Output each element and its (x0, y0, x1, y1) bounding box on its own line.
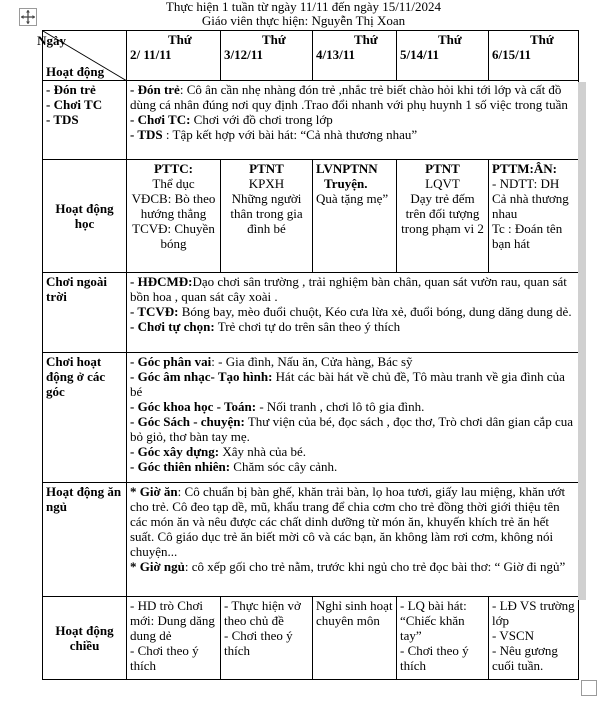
meals-row-content (127, 483, 579, 597)
day-date: 6/15/11 (492, 47, 532, 62)
day-name: Thứ (168, 32, 192, 47)
weekly-plan-table (37, 30, 579, 680)
corner-label: - Góc thiên nhiên: (130, 459, 231, 474)
afternoon-line: - LĐ VS trường lớp (492, 598, 575, 628)
lesson-line: Tc : Đoán tên bạn hát (492, 221, 563, 251)
lesson-title: PTNT (425, 161, 460, 176)
day-name: Thứ (354, 32, 378, 47)
afternoon-line: - VSCN (492, 628, 535, 643)
welcome-row-content (127, 81, 579, 160)
row-head-line: - Đón trẻ (46, 82, 96, 97)
corner-text: - Nối tranh , chơi lô tô gia đình. (256, 399, 425, 414)
outdoor-row-content (127, 273, 579, 353)
learning-cell-thursday (397, 160, 489, 273)
lesson-title: PTNT (249, 161, 284, 176)
lesson-line: VĐCB: Bò theo hướng thẳng (131, 191, 216, 221)
lesson-line: Thể dục (152, 176, 195, 191)
day-header-wednesday (313, 31, 397, 81)
afternoon-line: - Chơi theo ý thích (130, 643, 199, 673)
corner-label: - Góc phân vai (130, 354, 212, 369)
lesson-line: LQVT (425, 176, 460, 191)
learning-cell-monday (127, 160, 221, 273)
day-header-row (43, 31, 579, 81)
afternoon-line: - LQ bài hát: “Chiếc khăn tay” (400, 598, 467, 643)
corner-cell (37, 31, 127, 81)
day-date: 5/14/11 (400, 47, 440, 62)
tds-text: : Tập kết hợp với bài hát: “Cả nhà thương nhau” (162, 127, 418, 142)
day-date: 4/13/11 (316, 47, 356, 62)
day-name: Thứ (530, 32, 554, 47)
tcvd-text: Bóng bay, mèo đuổi chuột, Kéo cưa lừa xẻ, đuổi bóng, dung dăng dung dẻ. (178, 304, 572, 319)
corner-text: : - Gia đình, Nấu ăn, Cửa hàng, Bác sỹ (211, 354, 413, 369)
don-tre-label: - Đón trẻ (130, 82, 180, 97)
afternoon-row (43, 597, 579, 680)
afternoon-cell-thursday (397, 597, 489, 680)
tcvd-label: - TCVĐ: (130, 304, 179, 319)
vertical-scrollbar[interactable] (578, 82, 586, 600)
gio-ngu-label: * Giờ ngủ (130, 559, 185, 574)
lesson-line: Dạy trẻ đếm trên đối tượng trong phạm vi 2 (401, 191, 484, 236)
gio-an-label: * Giờ ăn (130, 484, 178, 499)
tds-label: - TDS (130, 127, 163, 142)
afternoon-cell-friday (489, 597, 579, 680)
corner-text: Xây nhà của bé. (219, 444, 307, 459)
corner-label: - Góc khoa học - Toán: (130, 399, 257, 414)
choi-tc-text: Chơi với đồ chơi trong lớp (190, 112, 333, 127)
afternoon-line: Nghỉ sinh hoạt chuyên môn (316, 598, 393, 628)
lesson-line: Những người thân trong gia đình bé (230, 191, 303, 236)
learning-row (43, 160, 579, 273)
lesson-line: KPXH (248, 176, 285, 191)
corner-label: - Góc Sách - chuyện: (130, 414, 245, 429)
corners-row-content (127, 353, 579, 483)
welcome-row (43, 81, 579, 160)
afternoon-cell-tuesday (221, 597, 313, 680)
don-tre-text: : Cô ân cần nhẹ nhàng đón trẻ ,nhắc trẻ biết chào hỏi khi tới lớp và cất đồ dùng cá nhân đúng nơi quy định .Trao đổi nhanh với phụ huynh 1 số việc trong tuần (130, 82, 568, 112)
afternoon-line: - Thực hiện vở theo chủ đề (224, 598, 301, 628)
meals-row (43, 483, 579, 597)
corners-row-head: Chơi hoạt động ở các góc (43, 353, 127, 483)
welcome-row-head (43, 81, 127, 160)
teacher-name-heading: Giáo viên thực hiện: Nguyễn Thị Xoan (201, 13, 406, 28)
table-resize-handle[interactable] (581, 680, 597, 696)
afternoon-line: - Chơi theo ý thích (224, 628, 293, 658)
learning-cell-tuesday (221, 160, 313, 273)
corner-label: - Góc xây dựng: (130, 444, 220, 459)
day-header-thursday (397, 31, 489, 81)
lesson-title: LVNPTNN (316, 161, 378, 176)
learning-cell-friday (489, 160, 579, 273)
lesson-line: TCVĐ: Chuyền bóng (132, 221, 215, 251)
day-date: 3/12/11 (224, 47, 264, 62)
meals-row-head: Hoạt động ăn ngủ (43, 483, 127, 597)
outdoor-row-head: Chơi ngoài trời (43, 273, 127, 353)
row-head-line: - Chơi TC (46, 97, 103, 112)
row-head-line: - TDS (46, 112, 79, 127)
hdcmd-text: Dạo chơi sân trường , trải nghiệm bàn chân, quan sát vườn rau, quan sát bồn hoa , quan sát cây xoài . (130, 274, 567, 304)
tu-chon-label: - Chơi tự chọn: (130, 319, 215, 334)
gio-ngu-text: : cô xếp gối cho trẻ nằm, trước khi ngủ cho trẻ đọc bài thơ: “ Giờ đi ngủ” (184, 559, 566, 574)
afternoon-row-head: Hoạt động chiều (43, 597, 127, 680)
day-header-monday (127, 31, 221, 81)
afternoon-line: - Nêu gương cuối tuần. (492, 643, 558, 673)
corner-label: - Góc âm nhạc- Tạo hình: (130, 369, 273, 384)
lesson-line: - NDTT: DH Cả nhà thương nhau (492, 176, 569, 221)
day-header-tuesday (221, 31, 313, 81)
corner-day-label: Ngày (37, 33, 66, 48)
lesson-line: Quà tặng mẹ” (316, 191, 389, 206)
afternoon-cell-monday (127, 597, 221, 680)
plan-period-heading: Thực hiện 1 tuần từ ngày 11/11 đến ngày 15/11/2024 (165, 0, 442, 14)
corner-activity-label: Hoạt động (46, 64, 105, 79)
afternoon-line: - Chơi theo ý thích (400, 643, 469, 673)
lesson-subtitle: Truyện. (324, 176, 368, 191)
corner-text: Chăm sóc cây cảnh. (230, 459, 338, 474)
hdcmd-label: - HĐCMĐ: (130, 274, 193, 289)
outdoor-row (43, 273, 579, 353)
day-header-friday (489, 31, 579, 81)
day-date: 2/ 11/11 (130, 47, 172, 62)
day-name: Thứ (438, 32, 462, 47)
choi-tc-label: - Chơi TC: (130, 112, 191, 127)
corner-text: Hát các bài hát về chủ đề, Tô màu tranh về gia đình của bé (130, 369, 565, 399)
gio-an-text: : Cô chuẩn bị bàn ghế, khăn trải bàn, lọ hoa tươi, giấy lau miệng, khăn ướt cho trẻ. Cô đeo tạp dề, mũ, khẩu trang để chia cơm cho trẻ đồng thời giới thiệu tên các món ăn và nêu được các chất dinh dưỡng từ món ăn, khuyến khích trẻ ăn hết suất. Cô giáo dục trẻ ăn biết mời cô và các bạn, ăn không làm rơi cơm, không nói chuyện... (130, 484, 566, 559)
tu-chon-text: Trẻ chơi tự do trên sân theo ý thích (214, 319, 401, 334)
lesson-title: PTTC: (154, 161, 193, 176)
learning-cell-wednesday (313, 160, 397, 273)
afternoon-cell-wednesday (313, 597, 397, 680)
lesson-title: PTTM:ÂN: (492, 161, 557, 176)
corner-text: Thư viện của bé, đọc sách , đọc thơ, Trò chơi dân gian cắp cua bỏ giỏ, thơ bàn tay mẹ. (130, 414, 573, 444)
corners-row (43, 353, 579, 483)
afternoon-line: - HD trò Chơi mới: Dung dăng dung dẻ (130, 598, 215, 643)
day-name: Thứ (262, 32, 286, 47)
learning-row-head: Hoạt động học (43, 160, 127, 273)
